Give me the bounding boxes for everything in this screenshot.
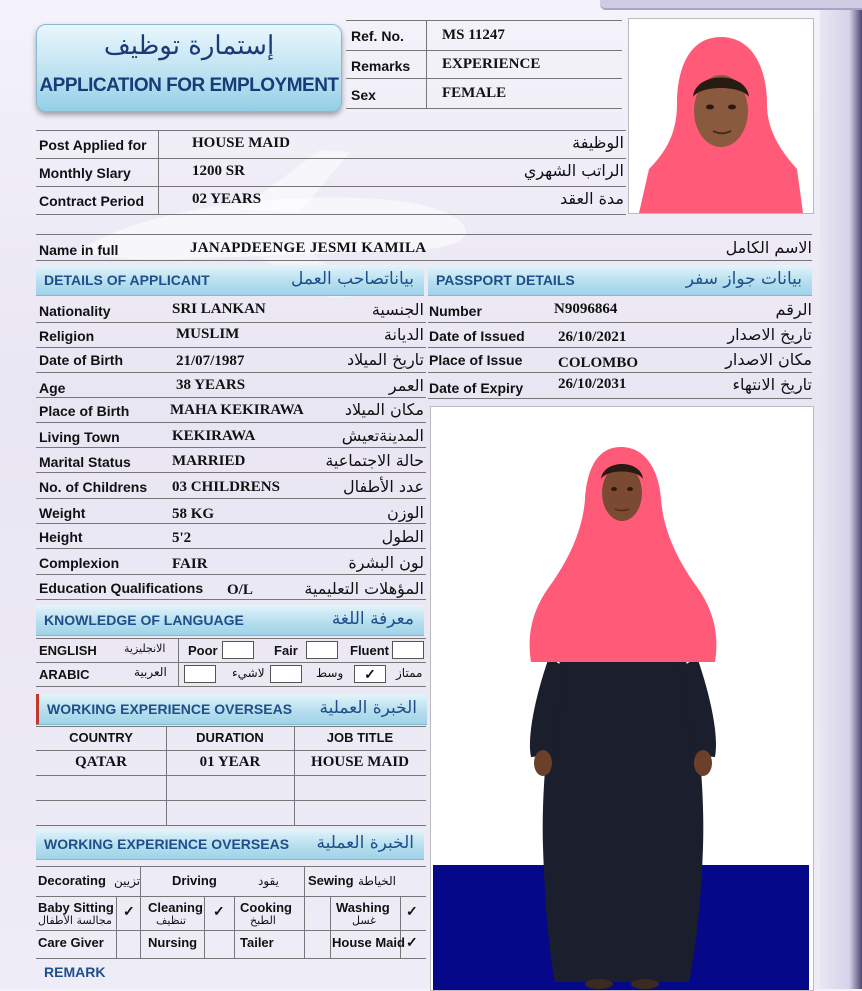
- passport-number-label: Number: [429, 303, 482, 319]
- experience-table: [36, 726, 426, 826]
- sewing-label: Sewing: [308, 873, 354, 888]
- remark-label: REMARK: [44, 964, 106, 980]
- english-fair-checkbox[interactable]: [306, 641, 338, 659]
- language-band-arabic: معرفة اللغة: [331, 609, 414, 629]
- applicant-band-arabic: بياناتصاحب العمل: [290, 269, 414, 289]
- age-label: Age: [39, 380, 66, 396]
- arabic-nothing-checkbox[interactable]: [184, 665, 216, 683]
- cleaning-arabic: تنظيف: [156, 914, 187, 927]
- exp-job-title: HOUSE MAID: [311, 754, 409, 770]
- baby-sitting-check-icon: ✓: [123, 903, 135, 919]
- age-arabic: العمر: [388, 376, 424, 395]
- decorating-label: Decorating: [38, 873, 106, 888]
- house-maid-label: House Maid: [332, 935, 405, 950]
- living-town-arabic: المدينةتعيش: [341, 426, 424, 445]
- language-table: [36, 638, 426, 688]
- name-label: Name in full: [39, 242, 119, 258]
- contract-label: Contract Period: [39, 193, 145, 209]
- tailer-label: Tailer: [240, 935, 274, 950]
- applicant-band: [36, 265, 424, 296]
- place-of-birth-arabic: مكان الميلاد: [344, 400, 424, 419]
- decorating-arabic: تزيين: [114, 874, 141, 888]
- education-label: Education Qualifications: [39, 580, 204, 596]
- salary-value: 1200 SR: [192, 163, 245, 179]
- passport-table: [428, 298, 812, 402]
- full-body-figure: [431, 407, 813, 990]
- arabic-excellent-checkbox[interactable]: [354, 665, 386, 683]
- nationality-arabic: الجنسية: [371, 300, 424, 319]
- date-expiry-arabic: تاريخ الانتهاء: [732, 375, 812, 394]
- religion-label: Religion: [39, 328, 95, 344]
- education-arabic: المؤهلات التعليمية: [304, 579, 424, 598]
- ref-no-value: MS 11247: [442, 27, 505, 43]
- experience-band-title: WORKING EXPERIENCE OVERSEAS: [47, 701, 293, 717]
- name-arabic: الاسم الكامل: [725, 238, 812, 257]
- cleaning-check-icon: ✓: [213, 903, 225, 919]
- english-poor-checkbox[interactable]: [222, 641, 254, 659]
- baby-sitting-label: Baby Sitting: [38, 900, 114, 915]
- salary-arabic: الراتب الشهري: [523, 161, 624, 180]
- cooking-arabic: الطبخ: [250, 914, 276, 927]
- arabic-medium-checkbox[interactable]: [270, 665, 302, 683]
- col-job-title: JOB TITLE: [326, 730, 394, 745]
- passport-number-arabic: الرقم: [775, 300, 812, 319]
- nursing-label: Nursing: [148, 935, 198, 950]
- marital-status-arabic: حالة الاجتماعية: [325, 451, 424, 470]
- salary-label: Monthly Slary: [39, 165, 131, 181]
- language-band-title: KNOWLEDGE OF LANGUAGE: [44, 612, 244, 628]
- religion-arabic: الديانة: [383, 325, 424, 344]
- dob-value: 21/07/1987: [176, 353, 245, 369]
- page-edge: [820, 0, 862, 989]
- weight-value: 58 KG: [172, 506, 215, 522]
- children-value: 03 CHILDRENS: [172, 479, 280, 495]
- remarks-label: Remarks: [351, 58, 411, 74]
- complexion-arabic: لون البشرة: [348, 553, 424, 572]
- form-title-arabic: إستمارة توظيف: [103, 31, 275, 61]
- applicant-table: [36, 298, 426, 601]
- place-of-birth-value: MAHA KEKIRAWA: [170, 402, 304, 418]
- weight-label: Weight: [39, 505, 86, 521]
- age-value: 38 YEARS: [176, 377, 246, 393]
- height-arabic: الطول: [381, 527, 424, 546]
- driving-arabic: يقود: [258, 874, 279, 888]
- ref-table: [346, 20, 622, 108]
- fair-label: Fair: [274, 643, 298, 658]
- skills-band-title: WORKING EXPERIENCE OVERSEAS: [44, 836, 290, 852]
- col-country: COUNTRY: [69, 730, 133, 745]
- dob-label: Date of Birth: [39, 352, 123, 368]
- date-issued-label: Date of Issued: [429, 328, 525, 344]
- english-label: ENGLISH: [39, 643, 97, 658]
- children-arabic: عدد الأطفال: [342, 477, 424, 496]
- date-issued-value: 26/10/2021: [558, 329, 627, 345]
- full-body-photo: [430, 406, 814, 991]
- date-expiry-value: 26/10/2031: [558, 376, 627, 392]
- language-band: [36, 605, 424, 636]
- remarks-value: EXPERIENCE: [442, 56, 541, 72]
- washing-label: Washing: [336, 900, 390, 915]
- portrait-photo: [628, 18, 814, 214]
- nationality-label: Nationality: [39, 303, 111, 319]
- fluent-label: Fluent: [350, 643, 389, 658]
- excellent-arabic: ممتاز: [396, 666, 423, 680]
- experience-band: [36, 694, 427, 725]
- date-expiry-label: Date of Expiry: [429, 380, 524, 396]
- place-of-birth-label: Place of Birth: [39, 403, 130, 419]
- cooking-label: Cooking: [240, 900, 292, 915]
- marital-status-value: MARRIED: [172, 453, 246, 469]
- place-issue-value: COLOMBO: [558, 355, 639, 371]
- complexion-label: Complexion: [39, 555, 120, 571]
- post-section: [36, 130, 626, 216]
- arabic-arabic: العربية: [134, 665, 167, 679]
- poor-label: Poor: [188, 643, 218, 658]
- english-arabic: الانجليزية: [124, 642, 166, 655]
- experience-band-arabic: الخبرة العملية: [319, 698, 417, 718]
- col-duration: DURATION: [196, 730, 264, 745]
- passport-band: [428, 265, 812, 296]
- applicant-band-title: DETAILS OF APPLICANT: [44, 272, 210, 288]
- arabic-label: ARABIC: [39, 667, 90, 682]
- exp-duration: 01 YEAR: [199, 754, 261, 770]
- cleaning-label: Cleaning: [148, 900, 203, 915]
- name-value: JANAPDEENGE JESMI KAMILA: [190, 240, 427, 256]
- living-town-value: KEKIRAWA: [172, 428, 256, 444]
- education-value: O/L: [227, 582, 253, 598]
- medium-arabic: وسط: [316, 666, 344, 680]
- name-row: [36, 234, 812, 262]
- nothing-arabic: لاشيء: [232, 666, 265, 680]
- sex-value: FEMALE: [442, 85, 507, 101]
- passport-band-arabic: بيانات جواز سفر: [685, 269, 802, 289]
- skills-band-arabic: الخبرة العملية: [316, 833, 414, 853]
- date-issued-arabic: تاريخ الاصدار: [727, 325, 812, 344]
- post-label: Post Applied for: [39, 137, 147, 153]
- ref-no-label: Ref. No.: [351, 28, 404, 44]
- baby-sitting-arabic: مجالسة الأطفال: [38, 914, 112, 927]
- complexion-value: FAIR: [172, 556, 208, 572]
- arabic-excellent-check-icon: ✓: [364, 666, 376, 682]
- skills-table: [36, 866, 426, 962]
- contract-arabic: مدة العقد: [560, 189, 624, 208]
- sex-label: Sex: [351, 87, 376, 103]
- height-value: 5'2: [172, 530, 192, 546]
- driving-label: Driving: [172, 873, 217, 888]
- living-town-label: Living Town: [39, 429, 120, 445]
- weight-arabic: الوزن: [386, 503, 424, 522]
- care-giver-label: Care Giver: [38, 935, 104, 950]
- place-issue-arabic: مكان الاصدار: [725, 350, 812, 369]
- place-issue-label: Place of Issue: [429, 352, 523, 368]
- washing-arabic: غسل: [352, 914, 376, 927]
- skills-band: [36, 829, 424, 860]
- height-label: Height: [39, 529, 83, 545]
- religion-value: MUSLIM: [176, 326, 240, 342]
- page-edge-top: [600, 0, 862, 10]
- house-maid-check-icon: ✓: [406, 934, 418, 950]
- contract-value: 02 YEARS: [192, 191, 262, 207]
- post-arabic: الوظيفة: [572, 133, 624, 152]
- post-value: HOUSE MAID: [192, 135, 290, 151]
- portrait-figure: [629, 19, 813, 213]
- form-title-box: [36, 24, 342, 112]
- form-title-english: APPLICATION FOR EMPLOYMENT: [39, 75, 339, 96]
- children-label: No. of Childrens: [39, 479, 148, 495]
- exp-country: QATAR: [75, 754, 127, 770]
- marital-status-label: Marital Status: [39, 454, 131, 470]
- sewing-arabic: الخياطة: [358, 874, 396, 888]
- nationality-value: SRI LANKAN: [172, 301, 266, 317]
- english-fluent-checkbox[interactable]: [392, 641, 424, 659]
- washing-check-icon: ✓: [406, 903, 418, 919]
- passport-band-title: PASSPORT DETAILS: [436, 272, 575, 288]
- dob-arabic: تاريخ الميلاد: [347, 350, 424, 369]
- passport-number-value: N9096864: [554, 301, 618, 317]
